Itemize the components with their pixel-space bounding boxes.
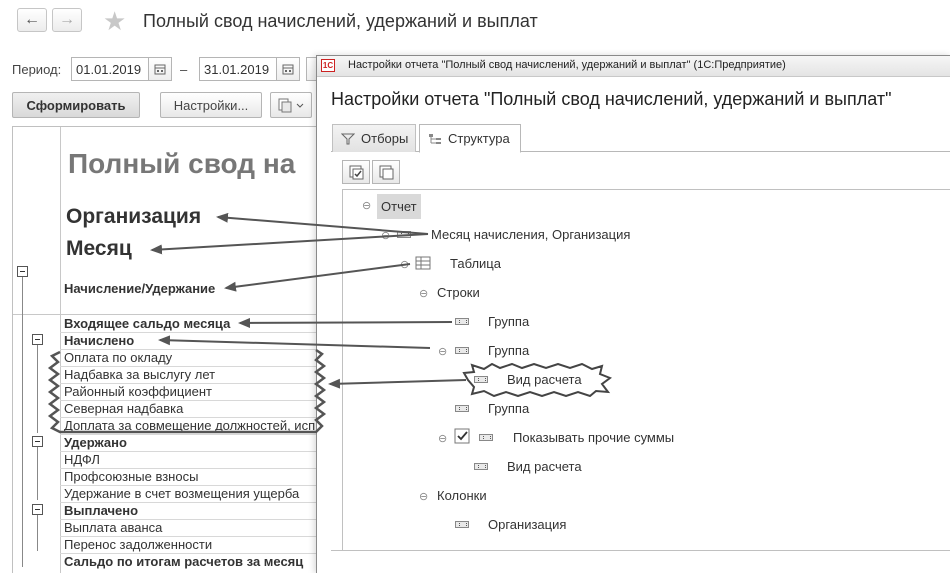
field-icon xyxy=(479,434,493,441)
page-title: Полный свод начислений, удержаний и выплат xyxy=(143,11,538,31)
report-row: Доплата за совмещение должностей, исп xyxy=(64,418,316,433)
collapse-accrued-button[interactable] xyxy=(32,334,43,345)
collapse-paid-button[interactable] xyxy=(32,504,43,515)
collapse-icon[interactable]: ⊖ xyxy=(438,346,448,358)
field-icon xyxy=(474,463,488,470)
report-header-accrual: Начисление/Удержание xyxy=(64,281,216,296)
field-icon xyxy=(474,376,488,383)
date-separator: – xyxy=(180,62,188,77)
structure-tree[interactable] xyxy=(342,189,950,551)
collapse-icon[interactable]: ⊖ xyxy=(400,259,410,271)
report-row: Выплачено xyxy=(64,503,139,518)
tree-node-group[interactable]: Группа xyxy=(488,314,530,329)
dialog-titlebar xyxy=(317,56,950,77)
report-row: Северная надбавка xyxy=(64,401,184,416)
tree-node-grouping[interactable]: Месяц начисления, Организация xyxy=(431,227,631,242)
table-icon xyxy=(415,256,431,270)
arrow-right-icon: → xyxy=(59,11,75,28)
collapse-icon[interactable]: ⊖ xyxy=(438,433,448,445)
app-logo-icon: 1C xyxy=(322,61,334,70)
tree-node-calc-kind[interactable]: Вид расчета xyxy=(507,459,582,474)
report-row: Удержание в счет возмещения ущерба xyxy=(64,486,300,501)
tab-filters[interactable] xyxy=(332,124,416,152)
report-title: Полный свод на xyxy=(68,148,296,179)
report-row: Сальдо по итогам расчетов за месяц xyxy=(64,554,304,569)
report-row: НДФЛ xyxy=(64,452,100,467)
date-from-input[interactable]: 01.01.2019 xyxy=(71,57,151,81)
report-row: Надбавка за выслугу лет xyxy=(64,367,216,382)
report-row: Входящее сальдо месяца xyxy=(64,316,231,331)
period-label: Период: xyxy=(12,62,62,77)
generate-button[interactable]: Сформировать xyxy=(12,92,140,118)
collapse-icon[interactable]: ⊖ xyxy=(381,230,391,242)
collapse-icon[interactable]: ⊖ xyxy=(362,200,372,212)
report-row: Перенос задолженности xyxy=(64,537,213,552)
calendar-icon xyxy=(154,63,166,75)
report-row: Выплата аванса xyxy=(64,520,163,535)
tab-structure[interactable] xyxy=(419,124,521,153)
check-all-icon xyxy=(343,161,369,183)
tree-node-organization[interactable]: Организация xyxy=(488,517,567,532)
filter-icon xyxy=(341,133,355,145)
settings-button[interactable]: Настройки... xyxy=(160,92,262,118)
tree-node-report[interactable]: Отчет xyxy=(377,194,421,219)
report-header-month: Месяц xyxy=(66,237,132,260)
field-icon xyxy=(397,231,411,238)
forward-button[interactable] xyxy=(52,8,82,32)
calendar-from-button[interactable] xyxy=(148,57,172,81)
field-icon xyxy=(455,521,469,528)
tree-node-calc-kind[interactable]: Вид расчета xyxy=(507,372,582,387)
dialog-window-title: Настройки отчета "Полный свод начислений, удержаний и выплат" (1С:Предприятие) xyxy=(348,59,786,71)
report-header-organization: Организация xyxy=(66,205,202,228)
tab-structure-label: Структура xyxy=(448,131,510,146)
report-row: Профсоюзные взносы xyxy=(64,469,199,484)
tree-node-group[interactable]: Группа xyxy=(488,343,530,358)
date-to-input[interactable]: 31.01.2019 xyxy=(199,57,279,81)
tree-node-table[interactable]: Таблица xyxy=(450,256,501,271)
check-all-button[interactable] xyxy=(342,160,370,184)
report-row: Районный коэффициент xyxy=(64,384,212,399)
collapse-icon[interactable]: ⊖ xyxy=(419,288,429,300)
field-icon xyxy=(455,405,469,412)
checkbox-checked-icon[interactable] xyxy=(454,428,470,444)
structure-icon xyxy=(428,133,442,145)
collapse-withheld-button[interactable] xyxy=(32,436,43,447)
back-button[interactable] xyxy=(17,8,47,32)
calendar-icon xyxy=(282,63,294,75)
star-icon[interactable]: ★ xyxy=(103,6,127,36)
dialog-heading: Настройки отчета "Полный свод начислений, удержаний и выплат" xyxy=(331,89,892,109)
tree-node-rows[interactable]: Строки xyxy=(437,285,480,300)
uncheck-all-icon xyxy=(373,161,399,183)
field-icon xyxy=(455,347,469,354)
calendar-to-button[interactable] xyxy=(276,57,300,81)
tree-node-show-other[interactable]: Показывать прочие суммы xyxy=(513,430,675,445)
variants-button[interactable] xyxy=(270,92,312,118)
tree-node-group[interactable]: Группа xyxy=(488,401,530,416)
collapse-icon[interactable]: ⊖ xyxy=(419,491,429,503)
report-row: Удержано xyxy=(64,435,127,450)
tree-node-columns[interactable]: Колонки xyxy=(437,488,487,503)
report-row: Оплата по окладу xyxy=(64,350,173,365)
report-variants-icon xyxy=(277,97,305,113)
field-icon xyxy=(455,318,469,325)
arrow-left-icon: ← xyxy=(24,11,40,28)
tab-filters-label: Отборы xyxy=(361,131,409,146)
collapse-header-button[interactable] xyxy=(17,266,28,277)
uncheck-all-button[interactable] xyxy=(372,160,400,184)
report-row: Начислено xyxy=(64,333,135,348)
